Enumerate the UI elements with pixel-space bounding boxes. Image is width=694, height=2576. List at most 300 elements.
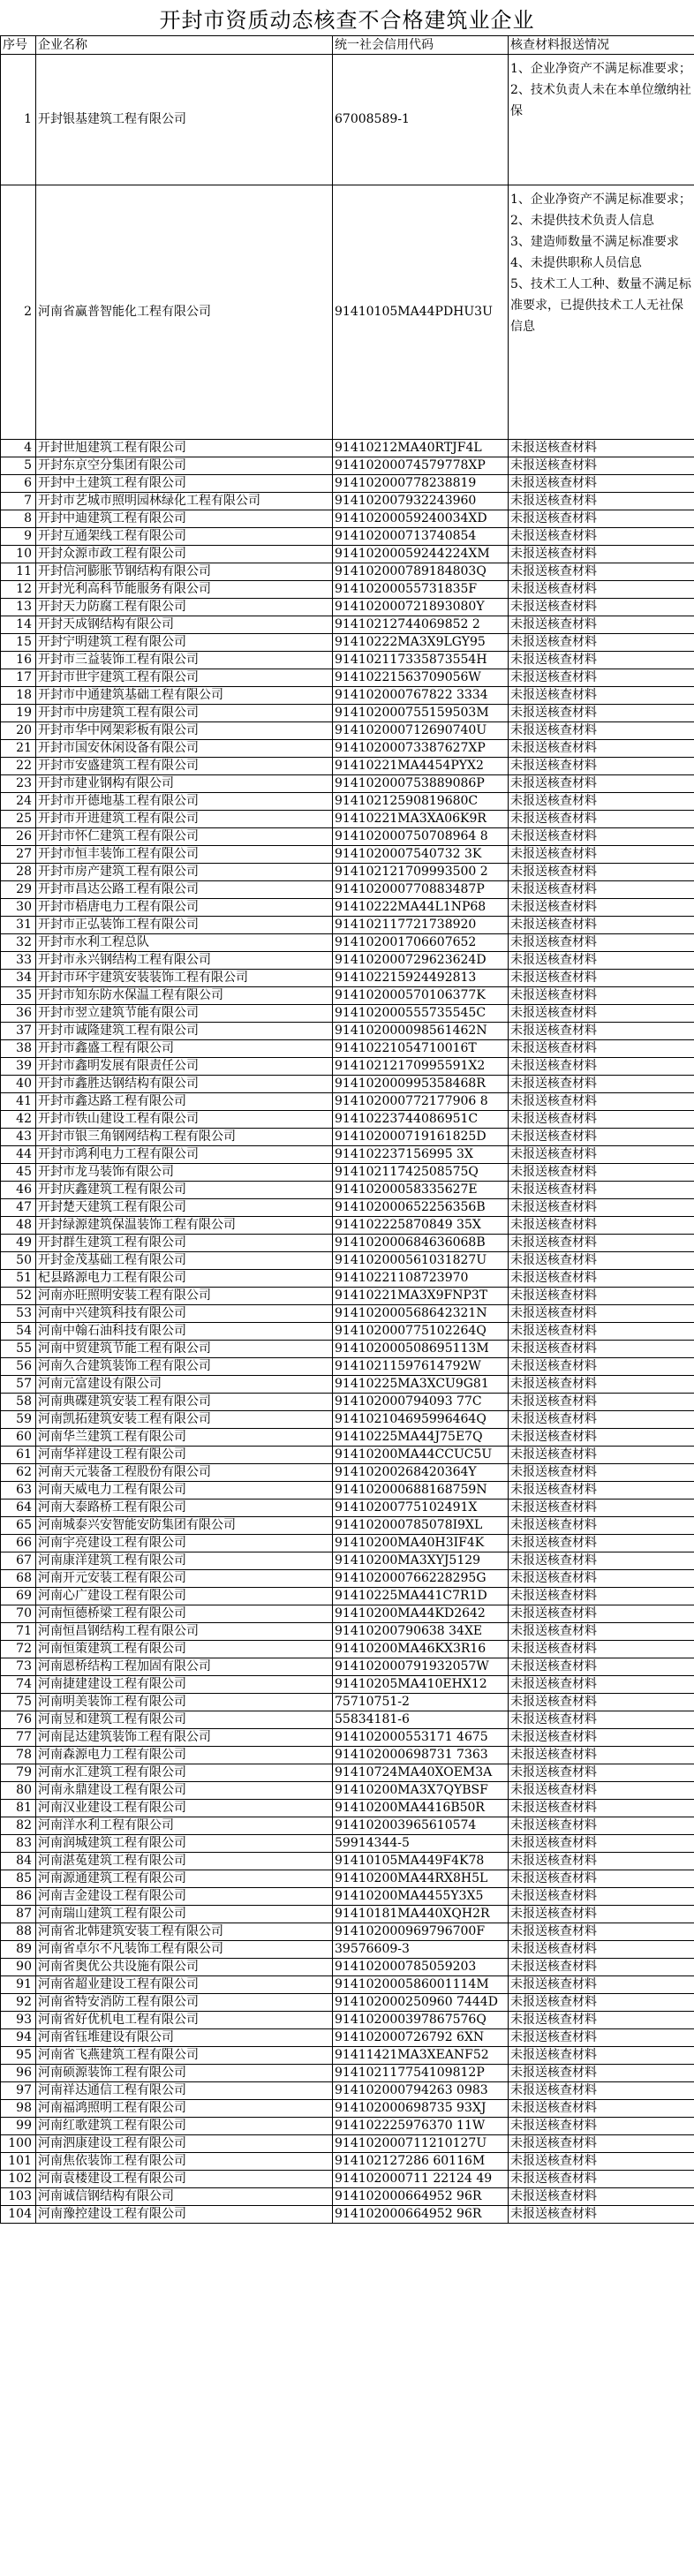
row-status: 未报送核查材料	[509, 2153, 694, 2171]
row-no: 56	[1, 1358, 36, 1376]
table-row	[1, 528, 694, 546]
row-code: 914102000772177906 8	[333, 1093, 509, 1111]
row-status: 未报送核查材料	[509, 1658, 694, 1676]
table-row	[1, 599, 694, 616]
row-name: 开封市翌立建筑节能有限公司	[36, 1005, 333, 1023]
row-status: 未报送核查材料	[509, 758, 694, 775]
row-no: 92	[1, 1994, 36, 2012]
row-status: 未报送核查材料	[509, 2012, 694, 2029]
table-row	[1, 2188, 694, 2206]
row-name: 河南昆达建筑装饰工程有限公司	[36, 1729, 333, 1747]
row-code: 91410223744086951C	[333, 1111, 509, 1129]
row-name: 河南宇亮建设工程有限公司	[36, 1535, 333, 1552]
row-status: 未报送核查材料	[509, 599, 694, 616]
table-row	[1, 1923, 694, 1941]
row-name: 开封市三益装饰工程有限公司	[36, 652, 333, 669]
row-name: 河南汉业建设工程有限公司	[36, 1800, 333, 1817]
row-no: 31	[1, 917, 36, 934]
row-status: 未报送核查材料	[509, 1747, 694, 1764]
table-row	[1, 1588, 694, 1605]
row-code: 91410211597614792W	[333, 1358, 509, 1376]
row-code: 914102000698731 7363	[333, 1747, 509, 1764]
row-no: 9	[1, 528, 36, 546]
row-name: 河南亦旺照明安装工程有限公司	[36, 1288, 333, 1305]
row-name: 河南恩桥结构工程加固有限公司	[36, 1658, 333, 1676]
row-status: 未报送核查材料	[509, 2100, 694, 2118]
table-row	[1, 1129, 694, 1146]
table-row	[1, 669, 694, 687]
row-name: 开封市怀仁建筑工程有限公司	[36, 828, 333, 846]
row-status: 未报送核查材料	[509, 1129, 694, 1146]
row-name: 开封市正弘装饰工程有限公司	[36, 917, 333, 934]
row-code: 914102000791932057W	[333, 1658, 509, 1676]
row-name: 河南昱和建筑工程有限公司	[36, 1711, 333, 1729]
table-row	[1, 1058, 694, 1076]
row-no: 50	[1, 1252, 36, 1270]
row-no: 51	[1, 1270, 36, 1288]
row-status: 未报送核查材料	[509, 1906, 694, 1923]
row-status: 未报送核查材料	[509, 652, 694, 669]
row-no: 90	[1, 1959, 36, 1976]
row-code: 914102000753889086P	[333, 775, 509, 793]
row-code: 91410200790638 34XE	[333, 1623, 509, 1641]
row-code: 914102000555735545C	[333, 1005, 509, 1023]
row-code: 91410200055731835F	[333, 581, 509, 599]
row-name: 开封市建业钢构有限公司	[36, 775, 333, 793]
row-code: 914102117335873554H	[333, 652, 509, 669]
row-status: 未报送核查材料	[509, 1853, 694, 1870]
row-name: 河南省钰堆建设有限公司	[36, 2029, 333, 2047]
row-code: 914102000729623624D	[333, 952, 509, 970]
row-code: 91410211742508575Q	[333, 1164, 509, 1182]
table-row	[1, 687, 694, 705]
row-no: 68	[1, 1570, 36, 1588]
enterprise-table	[0, 35, 694, 2224]
row-name: 河南泗康建设工程有限公司	[36, 2135, 333, 2153]
row-no: 58	[1, 1394, 36, 1411]
table-row	[1, 1076, 694, 1093]
row-no: 25	[1, 811, 36, 828]
table-row	[1, 846, 694, 864]
row-status: 未报送核查材料	[509, 1076, 694, 1093]
table-row	[1, 2082, 694, 2100]
row-status: 未报送核查材料	[509, 2047, 694, 2065]
row-status: 未报送核查材料	[509, 1552, 694, 1570]
row-status: 未报送核查材料	[509, 1782, 694, 1800]
row-status: 未报送核查材料	[509, 1517, 694, 1535]
status-line: 4、未提供职称人员信息	[510, 256, 642, 270]
row-name: 开封天成钢结构有限公司	[36, 616, 333, 634]
row-code: 91410200MA44RX8H5L	[333, 1870, 509, 1888]
table-row	[1, 1235, 694, 1252]
row-name: 河南润城建筑工程有限公司	[36, 1835, 333, 1853]
row-status: 未报送核查材料	[509, 1376, 694, 1394]
table-row	[1, 2065, 694, 2082]
row-status: 未报送核查材料	[509, 899, 694, 917]
row-no: 39	[1, 1058, 36, 1076]
row-name: 河南省特安消防工程有限公司	[36, 1994, 333, 2012]
row-name: 河南天威电力工程有限公司	[36, 1482, 333, 1500]
row-code: 91410200MA46KX3R16	[333, 1641, 509, 1658]
row-code: 914102000586001114M	[333, 1976, 509, 1994]
table-row	[1, 581, 694, 599]
row-name: 河南天元装备工程股份有限公司	[36, 1464, 333, 1482]
row-no: 18	[1, 687, 36, 705]
row-code: 91410200058335627E	[333, 1182, 509, 1199]
row-no: 85	[1, 1870, 36, 1888]
row-no: 101	[1, 2153, 36, 2171]
table-row	[1, 970, 694, 987]
row-no: 95	[1, 2047, 36, 2065]
row-name: 开封光利高科节能服务有限公司	[36, 581, 333, 599]
row-status: 未报送核查材料	[509, 687, 694, 705]
row-no: 40	[1, 1076, 36, 1093]
table-row	[1, 185, 694, 440]
row-name: 河南心广建设工程有限公司	[36, 1588, 333, 1605]
row-code: 914102000508695113M	[333, 1341, 509, 1358]
row-code: 91410200MA3XYJ5129	[333, 1552, 509, 1570]
row-name: 河南源通建筑工程有限公司	[36, 1870, 333, 1888]
row-no: 7	[1, 493, 36, 510]
table-row	[1, 457, 694, 475]
row-status: 未报送核查材料	[509, 1199, 694, 1217]
header-no: 序号	[1, 36, 36, 55]
table-row	[1, 1835, 694, 1853]
table-row	[1, 1641, 694, 1658]
row-name: 开封群生建筑工程有限公司	[36, 1235, 333, 1252]
row-no: 87	[1, 1906, 36, 1923]
row-code: 39576609-3	[333, 1941, 509, 1959]
row-name: 河南省北韩建筑安装工程有限公司	[36, 1923, 333, 1941]
row-no: 72	[1, 1641, 36, 1658]
row-status: 未报送核查材料	[509, 970, 694, 987]
row-name: 开封中迪建筑工程有限公司	[36, 510, 333, 528]
row-name: 开封市知东防水保温工程有限公司	[36, 987, 333, 1005]
row-name: 河南省赢普智能化工程有限公司	[36, 185, 333, 440]
row-no: 65	[1, 1517, 36, 1535]
row-code: 914102000568642321N	[333, 1305, 509, 1323]
row-code: 91410105MA44PDHU3U	[333, 185, 509, 440]
table-row	[1, 2029, 694, 2047]
row-name: 河南省超业建设工程有限公司	[36, 1976, 333, 1994]
row-code: 914102000397867576Q	[333, 2012, 509, 2029]
row-status: 未报送核查材料	[509, 1235, 694, 1252]
table-row	[1, 1093, 694, 1111]
table-row	[1, 722, 694, 740]
row-name: 开封银基建筑工程有限公司	[36, 55, 333, 185]
row-name: 开封市鑫胜达钢结构有限公司	[36, 1076, 333, 1093]
row-status: 未报送核查材料	[509, 1164, 694, 1182]
table-row	[1, 1729, 694, 1747]
table-row	[1, 1694, 694, 1711]
row-name: 开封市诚隆建筑工程有限公司	[36, 1023, 333, 1040]
row-no: 5	[1, 457, 36, 475]
row-no: 33	[1, 952, 36, 970]
row-no: 100	[1, 2135, 36, 2153]
row-status: 未报送核查材料	[509, 1270, 694, 1288]
row-name: 开封市开德地基工程有限公司	[36, 793, 333, 811]
status-line: 2、技术负责人未在本单位缴纳社保	[510, 83, 691, 118]
row-code: 9141020007540732 3K	[333, 846, 509, 864]
row-name: 开封市鸿利电力工程有限公司	[36, 1146, 333, 1164]
row-code: 914102121709993500 2	[333, 864, 509, 881]
table-row	[1, 705, 694, 722]
row-no: 88	[1, 1923, 36, 1941]
row-code: 914102000726792 6XN	[333, 2029, 509, 2047]
row-code: 91410200MA40H3IF4K	[333, 1535, 509, 1552]
table-row	[1, 1111, 694, 1129]
row-status	[509, 55, 694, 185]
row-code: 91410221108723970	[333, 1270, 509, 1288]
row-code: 91410200073387627XP	[333, 740, 509, 758]
row-no: 62	[1, 1464, 36, 1482]
table-row	[1, 493, 694, 510]
row-name: 开封市安盛建筑工程有限公司	[36, 758, 333, 775]
row-code: 91410200059240034XD	[333, 510, 509, 528]
row-code: 914102000711 22124 49	[333, 2171, 509, 2188]
table-row	[1, 1782, 694, 1800]
row-status: 未报送核查材料	[509, 740, 694, 758]
table-row	[1, 1517, 694, 1535]
row-no: 10	[1, 546, 36, 563]
row-name: 开封信河膨胀节钢结构有限公司	[36, 563, 333, 581]
row-code: 914102000688168759N	[333, 1482, 509, 1500]
table-row	[1, 1605, 694, 1623]
row-status: 未报送核查材料	[509, 1711, 694, 1729]
table-row	[1, 1323, 694, 1341]
table-row	[1, 1941, 694, 1959]
row-no: 70	[1, 1605, 36, 1623]
row-no: 42	[1, 1111, 36, 1129]
row-code: 91410105MA449F4K78	[333, 1853, 509, 1870]
row-name: 开封绿源建筑保温装饰工程有限公司	[36, 1217, 333, 1235]
row-name: 河南大泰路桥工程有限公司	[36, 1500, 333, 1517]
row-name: 河南省奥优公共设施有限公司	[36, 1959, 333, 1976]
row-code: 914102000250960 7444D	[333, 1994, 509, 2012]
row-no: 78	[1, 1747, 36, 1764]
table-row	[1, 1570, 694, 1588]
row-no: 4	[1, 440, 36, 457]
row-no: 104	[1, 2206, 36, 2224]
row-code: 914102000789184803Q	[333, 563, 509, 581]
row-no: 81	[1, 1800, 36, 1817]
row-code: 914102000652256356B	[333, 1199, 509, 1217]
table-row	[1, 2153, 694, 2171]
table-row	[1, 1376, 694, 1394]
row-name: 河南华兰建筑工程有限公司	[36, 1429, 333, 1447]
row-no: 28	[1, 864, 36, 881]
row-no: 61	[1, 1447, 36, 1464]
row-status: 未报送核查材料	[509, 1323, 694, 1341]
header-name: 企业名称	[36, 36, 333, 55]
row-no: 63	[1, 1482, 36, 1500]
row-code: 91410221MA3XA06K9R	[333, 811, 509, 828]
row-status: 未报送核查材料	[509, 846, 694, 864]
row-no: 84	[1, 1853, 36, 1870]
table-row	[1, 616, 694, 634]
row-no: 73	[1, 1658, 36, 1676]
row-no: 103	[1, 2188, 36, 2206]
row-status: 未报送核查材料	[509, 1394, 694, 1411]
row-code: 67008589-1	[333, 55, 509, 185]
table-row	[1, 1535, 694, 1552]
row-status: 未报送核查材料	[509, 987, 694, 1005]
table-row	[1, 1482, 694, 1500]
table-row	[1, 793, 694, 811]
row-no: 82	[1, 1817, 36, 1835]
row-code: 914102117754109812P	[333, 2065, 509, 2082]
row-code: 914102117721738920	[333, 917, 509, 934]
row-status: 未报送核查材料	[509, 952, 694, 970]
table-row	[1, 1199, 694, 1217]
row-status: 未报送核查材料	[509, 2206, 694, 2224]
row-code: 91410212590819680C	[333, 793, 509, 811]
row-code: 914102000755159503M	[333, 705, 509, 722]
row-name: 河南福鸿照明工程有限公司	[36, 2100, 333, 2118]
row-code: 914102000785059203	[333, 1959, 509, 1976]
table-row	[1, 652, 694, 669]
row-name: 河南中贸建筑节能工程有限公司	[36, 1341, 333, 1358]
row-no: 11	[1, 563, 36, 581]
row-status: 未报送核查材料	[509, 1535, 694, 1552]
row-status: 未报送核查材料	[509, 2171, 694, 2188]
status-line: 3、建造师数量不满足标准要求	[510, 235, 679, 249]
row-code: 914102000664952 96R	[333, 2206, 509, 2224]
table-row	[1, 1447, 694, 1464]
row-no: 22	[1, 758, 36, 775]
row-status: 未报送核查材料	[509, 669, 694, 687]
row-status: 未报送核查材料	[509, 1482, 694, 1500]
row-no: 60	[1, 1429, 36, 1447]
row-code: 55834181-6	[333, 1711, 509, 1729]
row-name: 河南开元安装工程有限公司	[36, 1570, 333, 1588]
row-code: 91410225MA3XCU9G81	[333, 1376, 509, 1394]
row-no: 79	[1, 1764, 36, 1782]
row-no: 83	[1, 1835, 36, 1853]
row-no: 98	[1, 2100, 36, 2118]
row-code: 914102000711210127U	[333, 2135, 509, 2153]
table-row	[1, 1853, 694, 1870]
table-row	[1, 634, 694, 652]
row-code: 91410212170995591X2	[333, 1058, 509, 1076]
row-name: 河南恒德桥梁工程有限公司	[36, 1605, 333, 1623]
row-name: 河南森源电力工程有限公司	[36, 1747, 333, 1764]
row-code: 91410200MA4455Y3X5	[333, 1888, 509, 1906]
row-status: 未报送核查材料	[509, 1288, 694, 1305]
row-status: 未报送核查材料	[509, 581, 694, 599]
row-status	[509, 185, 694, 440]
table-row	[1, 1800, 694, 1817]
row-status: 未报送核查材料	[509, 1040, 694, 1058]
row-name: 河南凯拓建筑安装工程有限公司	[36, 1411, 333, 1429]
row-name: 开封市环宇建筑安装装饰工程有限公司	[36, 970, 333, 987]
row-code: 914102000713740854	[333, 528, 509, 546]
page-title: 开封市资质动态核查不合格建筑业企业	[159, 8, 535, 33]
row-name: 开封市鑫明发展有限责任公司	[36, 1058, 333, 1076]
table-row	[1, 1552, 694, 1570]
row-code: 75710751-2	[333, 1694, 509, 1711]
row-code: 91410724MA40XOEM3A	[333, 1764, 509, 1782]
row-status: 未报送核查材料	[509, 2029, 694, 2047]
row-status: 未报送核查材料	[509, 934, 694, 952]
row-no: 48	[1, 1217, 36, 1235]
row-no: 6	[1, 475, 36, 493]
row-code: 91410221MA3X9FNP3T	[333, 1288, 509, 1305]
row-no: 102	[1, 2171, 36, 2188]
row-code: 914102000969796700F	[333, 1923, 509, 1941]
row-name: 开封市银三角钢网结构工程有限公司	[36, 1129, 333, 1146]
row-status: 未报送核查材料	[509, 1305, 694, 1323]
row-name: 河南中翰石油科技有限公司	[36, 1323, 333, 1341]
row-name: 开封市铁山建设工程有限公司	[36, 1111, 333, 1129]
row-no: 66	[1, 1535, 36, 1552]
header-row	[1, 36, 694, 55]
row-status: 未报送核查材料	[509, 1729, 694, 1747]
row-code: 914102003965610574	[333, 1817, 509, 1835]
row-status: 未报送核查材料	[509, 1835, 694, 1853]
row-no: 80	[1, 1782, 36, 1800]
row-no: 69	[1, 1588, 36, 1605]
row-code: 914102000995358468R	[333, 1076, 509, 1093]
row-code: 914102000767822 3334	[333, 687, 509, 705]
row-name: 河南城泰兴安智能安防集团有限公司	[36, 1517, 333, 1535]
table-row	[1, 1005, 694, 1023]
row-no: 36	[1, 1005, 36, 1023]
row-name: 开封市开进建筑工程有限公司	[36, 811, 333, 828]
table-row	[1, 1500, 694, 1517]
row-name: 开封市恒丰装饰工程有限公司	[36, 846, 333, 864]
row-status: 未报送核查材料	[509, 1817, 694, 1835]
row-code: 91410200MA3X7QYBSF	[333, 1782, 509, 1800]
table-row	[1, 1747, 694, 1764]
row-name: 河南永鼎建设工程有限公司	[36, 1782, 333, 1800]
table-row	[1, 2118, 694, 2135]
row-status: 未报送核查材料	[509, 1800, 694, 1817]
row-no: 37	[1, 1023, 36, 1040]
row-no: 20	[1, 722, 36, 740]
row-no: 46	[1, 1182, 36, 1199]
row-code: 914102000778238819	[333, 475, 509, 493]
row-code: 91410200074579778XP	[333, 457, 509, 475]
row-no: 49	[1, 1235, 36, 1252]
row-status: 未报送核查材料	[509, 1429, 694, 1447]
row-name: 河南捷建建设工程有限公司	[36, 1676, 333, 1694]
row-status: 未报送核查材料	[509, 510, 694, 528]
row-code: 914102000775102264Q	[333, 1323, 509, 1341]
table-row	[1, 934, 694, 952]
row-name: 河南祥达通信工程有限公司	[36, 2082, 333, 2100]
row-code: 914102225976370 11W	[333, 2118, 509, 2135]
status-line: 1、企业净资产不满足标准要求；	[510, 193, 691, 207]
row-name: 河南瑞山建筑工程有限公司	[36, 1906, 333, 1923]
row-status: 未报送核查材料	[509, 1182, 694, 1199]
row-name: 河南豫控建设工程有限公司	[36, 2206, 333, 2224]
row-code: 914102007932243960	[333, 493, 509, 510]
row-name: 开封众源市政工程有限公司	[36, 546, 333, 563]
row-name: 开封天力防腐工程有限公司	[36, 599, 333, 616]
row-name: 河南湛菟建筑工程有限公司	[36, 1853, 333, 1870]
row-status: 未报送核查材料	[509, 1941, 694, 1959]
row-status: 未报送核查材料	[509, 493, 694, 510]
row-name: 河南袁楼建设工程有限公司	[36, 2171, 333, 2188]
row-code: 914102000750708964 8	[333, 828, 509, 846]
row-code: 91410221054710016T	[333, 1040, 509, 1058]
table-row	[1, 1270, 694, 1288]
row-code: 914102127286 60116M	[333, 2153, 509, 2171]
row-no: 14	[1, 616, 36, 634]
row-code: 914102001706607652	[333, 934, 509, 952]
row-code: 91410212MA40RTJF4L	[333, 440, 509, 457]
